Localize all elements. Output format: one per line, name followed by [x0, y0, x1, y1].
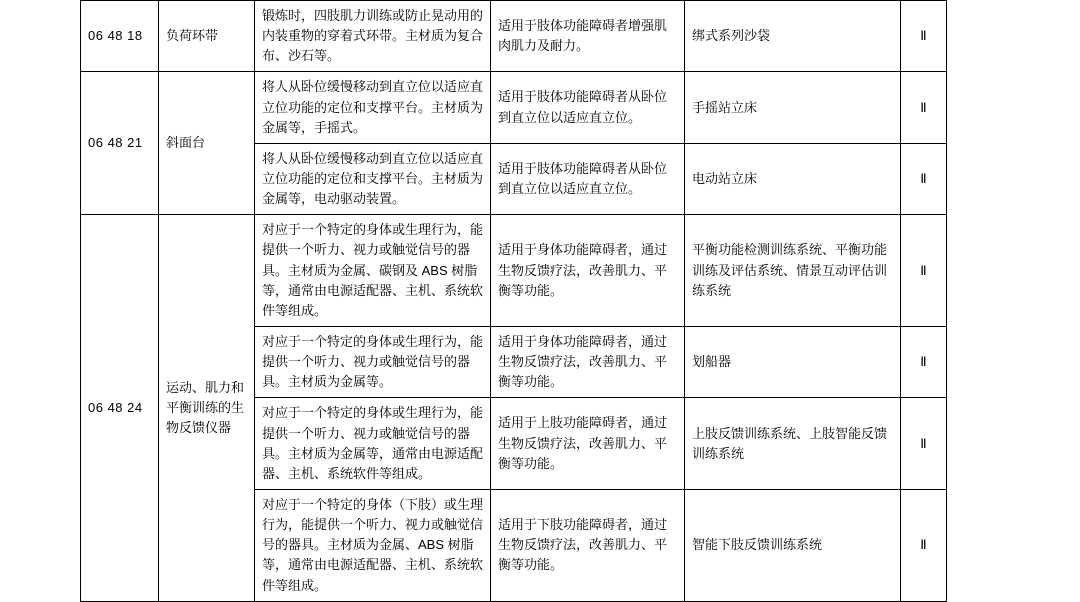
cell-level: Ⅱ: [901, 326, 947, 397]
cell-name: 斜面台: [159, 72, 255, 215]
cell-description: 对应于一个特定的身体（下肢）或生理行为，能提供一个听力、视力或触觉信号的器具。主材质为金属、ABS 树脂等，通常由电源适配器、主机、系统软件等组成。: [255, 489, 491, 601]
cell-example: 划船器: [685, 326, 901, 397]
cell-scope: 适用于肢体功能障碍者从卧位到直立位以适应直立位。: [491, 72, 685, 143]
cell-description: 对应于一个特定的身体或生理行为，能提供一个听力、视力或触觉信号的器具。主材质为金属等。: [255, 326, 491, 397]
cell-example: 智能下肢反馈训练系统: [685, 489, 901, 601]
cell-code: 06 48 24: [81, 215, 159, 601]
cell-scope: 适用于下肢功能障碍者，通过生物反馈疗法，改善肌力、平衡等功能。: [491, 489, 685, 601]
cell-description: 将人从卧位缓慢移动到直立位以适应直立位功能的定位和支撑平台。主材质为金属等，手摇式。: [255, 72, 491, 143]
catalog-table: [80, 0, 947, 602]
cell-scope: 适用于肢体功能障碍者从卧位到直立位以适应直立位。: [491, 143, 685, 214]
table-row: [81, 72, 947, 143]
cell-example: 平衡功能检测训练系统、平衡功能训练及评估系统、情景互动评估训练系统: [685, 215, 901, 327]
cell-code: 06 48 21: [81, 72, 159, 215]
cell-description: 锻炼时，四肢肌力训练或防止晃动用的内装重物的穿着式环带。主材质为复合布、沙石等。: [255, 1, 491, 72]
cell-example: 上肢反馈训练系统、上肢智能反馈训练系统: [685, 398, 901, 490]
table-row: [81, 1, 947, 72]
cell-level: Ⅱ: [901, 143, 947, 214]
cell-description: 将人从卧位缓慢移动到直立位以适应直立位功能的定位和支撑平台。主材质为金属等，电动驱动装置。: [255, 143, 491, 214]
cell-scope: 适用于肢体功能障碍者增强肌肉肌力及耐力。: [491, 1, 685, 72]
cell-scope: 适用于上肢功能障碍者，通过生物反馈疗法，改善肌力、平衡等功能。: [491, 398, 685, 490]
cell-example: 手摇站立床: [685, 72, 901, 143]
cell-level: Ⅱ: [901, 398, 947, 490]
cell-scope: 适用于身体功能障碍者，通过生物反馈疗法，改善肌力、平衡等功能。: [491, 215, 685, 327]
cell-level: Ⅱ: [901, 72, 947, 143]
cell-level: Ⅱ: [901, 215, 947, 327]
table-row: [81, 215, 947, 327]
cell-code: 06 48 18: [81, 1, 159, 72]
cell-scope: 适用于身体功能障碍者，通过生物反馈疗法，改善肌力、平衡等功能。: [491, 326, 685, 397]
cell-example: 电动站立床: [685, 143, 901, 214]
cell-level: Ⅱ: [901, 489, 947, 601]
cell-name: 负荷环带: [159, 1, 255, 72]
cell-example: 绑式系列沙袋: [685, 1, 901, 72]
cell-description: 对应于一个特定的身体或生理行为，能提供一个听力、视力或触觉信号的器具。主材质为金属、碳钢及 ABS 树脂等，通常由电源适配器、主机、系统软件等组成。: [255, 215, 491, 327]
catalog-table-body: [81, 1, 947, 602]
cell-description: 对应于一个特定的身体或生理行为，能提供一个听力、视力或触觉信号的器具。主材质为金属等，通常由电源适配器、主机、系统软件等组成。: [255, 398, 491, 490]
cell-name: 运动、肌力和平衡训练的生物反馈仪器: [159, 215, 255, 601]
cell-level: Ⅱ: [901, 1, 947, 72]
